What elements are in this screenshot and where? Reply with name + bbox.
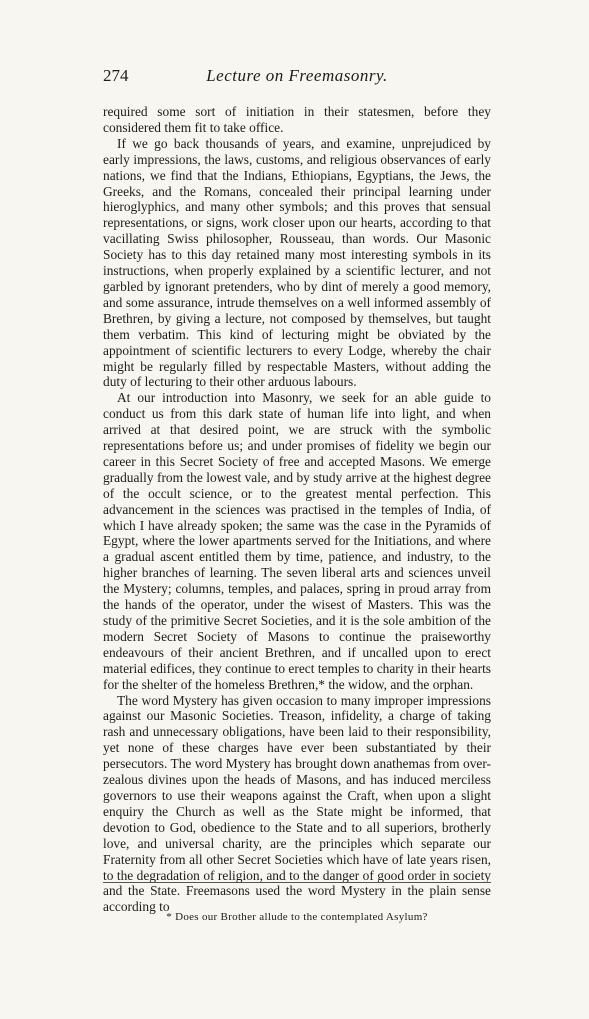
body-text	[103, 104, 491, 915]
footnote: * Does our Brother allude to the contemplated Asylum?	[166, 911, 428, 923]
page-number: 274	[103, 66, 129, 85]
paragraph-introduction-into-masonry: At our introduction into Masonry, we seek for an able guide to conduct us from this dark state of human life into light, and when arrived at that desired point, we are struck with the symbolic representations before us; and under promises of fidelity we begin our career in this Secret Society of free and accepted Masons. We emerge gradually from the lowest vale, and by study arrive at the highest degree of the occult science, or to the greatest mental perfection. This advancement in the sciences was practised in the temples of India, of which I have already spoken; the same was the case in the Pyramids of Egypt, where the lower apartments served for the Initiations, and where a gradual ascent entitled them by time, patience, and industry, to the higher branches of learning. The seven liberal arts and sciences unveil the Mystery; columns, temples, and palaces, spring in proud array from the hands of the operator, under the wisest of Masters. This was the study of the primitive Secret Societies, and it is the sole ambition of the modern Secret Society of Masons to continue the praiseworthy endeavours of their ancient Brethren, and if uncalled upon to erect material edifices, they continue to erect temples to charity in their hearts for the shelter of the homeless Brethren,* the widow, and the orphan.	[103, 390, 491, 692]
footnote-rule	[103, 882, 491, 883]
running-title: Lecture on Freemasonry.	[206, 66, 388, 85]
page-header	[103, 66, 491, 88]
paragraph-hieroglyphics: If we go back thousands of years, and examine, unprejudiced by early impressions, the laws, customs, and religious observances of early nations, we find that the Indians, Ethiopians, Egyptians, the Jews, the Greeks, and the Romans, concealed their principal learning under hieroglyphics, and many other symbols; and this proves that sensual representations, or signs, work closer upon our hearts, according to that vacillating Swiss philosopher, Rousseau, than words. Our Masonic Society has to this day retained many most interesting symbols in its instructions, when properly explained by a scientific lecturer, and not garbled by ignorant pretenders, who by dint of merely a good memory, and some assurance, intrude themselves on a well informed assembly of Brethren, by giving a lecture, not composed by themselves, but taught them verbatim. This kind of lecturing might be obviated by the appointment of scientific lecturers to every Lodge, whereby the chair might be regularly filled by respectable Masters, without adding the duty of lecturing to their other arduous labours.	[103, 135, 491, 390]
paragraph-continued: required some sort of initiation in their statesmen, before they considered them fit to take office.	[103, 104, 491, 135]
paragraph-word-mystery: The word Mystery has given occasion to many improper impressions against our Masonic Societies. Treason, infidelity, a charge of taking rash and unnecessary obligations, have been laid to their responsibility, yet none of these charges have ever been substantiated by their persecutors. The word Mystery has brought down anathemas from over-zealous divines upon the heads of Masons, and has induced merciless governors to use their weapons against the Craft, when upon a slight enquiry the Church as well as the State might be informed, that devotion to God, obedience to the State and to all superiors, brotherly love, and universal charity, are the principles which separate our Fraternity from all other Secret Societies which have of late years risen, to the degradation of religion, and to the danger of good order in society and the State. Freemasons used the word Mystery in the plain sense according to	[103, 692, 491, 915]
